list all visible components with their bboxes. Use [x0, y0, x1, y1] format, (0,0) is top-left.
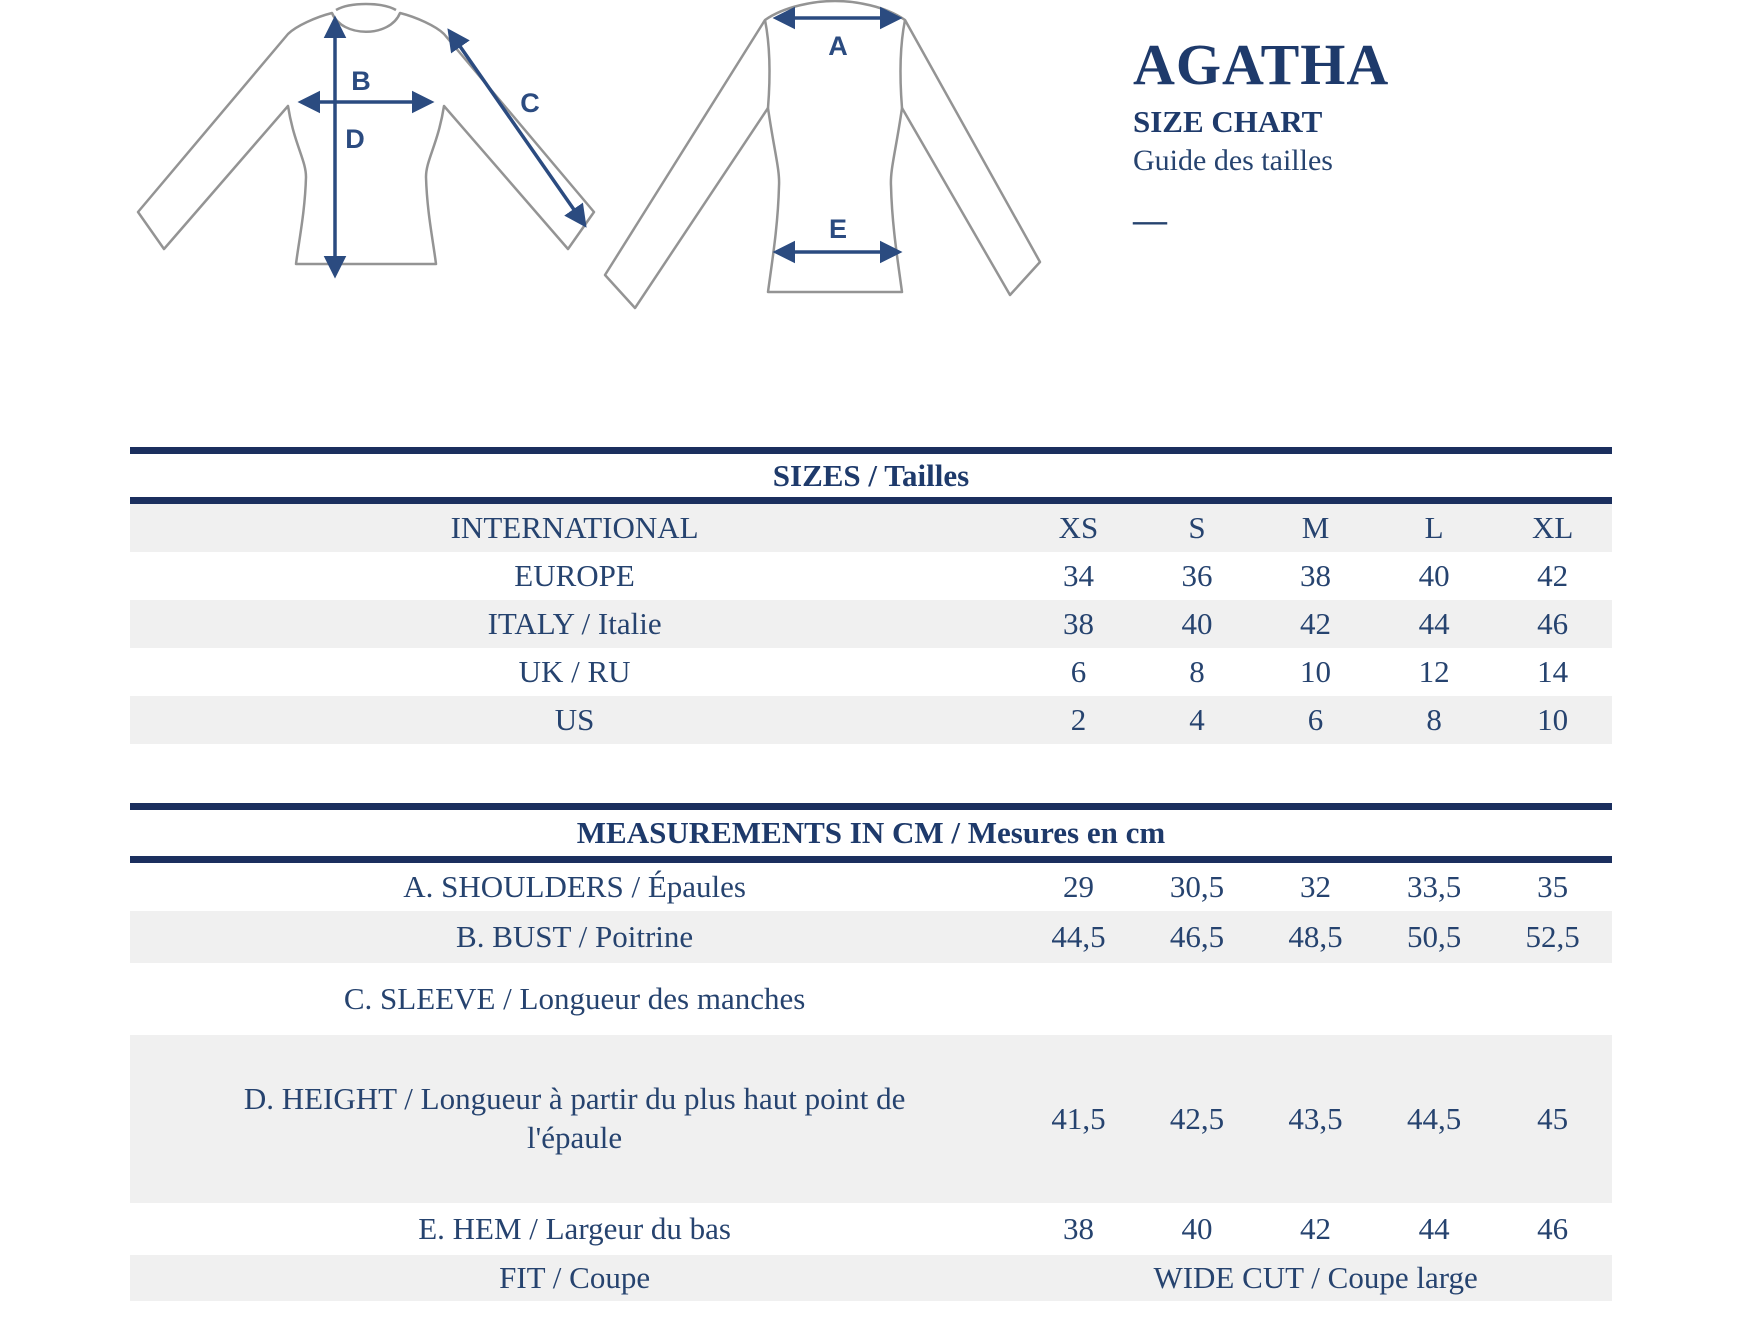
measurements-table-title: MEASUREMENTS IN CM / Mesures en cm	[576, 815, 1166, 850]
table-rule	[130, 856, 1612, 863]
row-label: FIT / Coupe	[499, 1259, 651, 1295]
sizes-row-italy	[130, 600, 1612, 648]
measurement-label-d: D	[345, 124, 365, 154]
measure-cell: 41,5	[1051, 1101, 1106, 1136]
size-cell: 2	[1070, 702, 1087, 737]
measure-cell: 44,5	[1406, 1101, 1462, 1136]
size-cell: 44	[1418, 606, 1450, 641]
row-label: A. SHOULDERS / Épaules	[403, 868, 746, 904]
size-cell: 36	[1181, 558, 1213, 593]
sizes-row-us	[130, 696, 1612, 744]
measure-row-hem	[130, 1203, 1612, 1255]
size-cell: 42	[1537, 558, 1569, 593]
size-chart-heading: SIZE CHART	[1133, 104, 1323, 139]
table-rule	[130, 803, 1612, 810]
measure-row-shoulders	[130, 863, 1612, 911]
row-label: ITALY / Italie	[487, 605, 662, 641]
fit-value: WIDE CUT / Coupe large	[1153, 1260, 1478, 1295]
measure-cell: 42,5	[1169, 1101, 1225, 1136]
garment-front-diagram	[118, 2, 598, 302]
measure-cell: 44	[1418, 1211, 1450, 1246]
row-label	[130, 1080, 1019, 1158]
size-cell: 40	[1418, 558, 1450, 593]
divider-dash: —	[1133, 202, 1167, 239]
measure-cell: 32	[1300, 869, 1332, 904]
row-label: C. SLEEVE / Longueur des manches	[343, 980, 806, 1016]
size-cell: 40	[1181, 606, 1213, 641]
measure-cell: 43,5	[1288, 1101, 1343, 1136]
size-cell: XL	[1531, 510, 1574, 545]
measurement-arrow-hem	[777, 214, 898, 252]
size-cell: 34	[1062, 558, 1094, 593]
size-cell: 12	[1418, 654, 1450, 689]
measurement-label-c: C	[520, 88, 540, 118]
row-label: E. HEM / Largeur du bas	[418, 1210, 731, 1246]
row-label: US	[554, 701, 595, 737]
size-cell: S	[1188, 510, 1206, 545]
measurements-table	[130, 803, 1612, 1301]
measure-cell: 35	[1537, 869, 1569, 904]
measure-cell: 48,5	[1288, 919, 1343, 954]
size-cell: 38	[1062, 606, 1094, 641]
row-label: UK / RU	[518, 653, 631, 689]
measure-row-bust	[130, 911, 1612, 963]
table-rule	[130, 497, 1612, 504]
size-cell: 38	[1300, 558, 1332, 593]
measure-row-fit	[130, 1255, 1612, 1301]
size-chart-heading-fr: Guide des tailles	[1133, 144, 1333, 177]
measurement-arrow-shoulders	[777, 18, 898, 61]
garment-back-outline	[605, 1, 1040, 308]
measure-cell: 45	[1537, 1101, 1569, 1136]
row-label: EUROPE	[514, 557, 635, 593]
size-cell: M	[1301, 510, 1330, 545]
measurement-label-b: B	[351, 66, 371, 96]
sizes-row-europe	[130, 552, 1612, 600]
measure-cell: 50,5	[1406, 919, 1462, 954]
row-label-text: D. HEIGHT / Longueur à partir du plus haut point de l'épaule	[243, 1081, 906, 1155]
measurement-arrow-height	[335, 20, 365, 274]
garment-front-outline	[138, 4, 594, 264]
measure-cell: 29	[1062, 869, 1094, 904]
sizes-row-uk	[130, 648, 1612, 696]
measurement-label-e: E	[828, 214, 848, 244]
product-title: AGATHA	[1133, 32, 1390, 97]
measure-cell: 42	[1300, 1211, 1332, 1246]
sizes-table	[130, 447, 1612, 744]
measure-cell: 33,5	[1406, 869, 1462, 904]
measurement-arrow-bust	[302, 66, 430, 102]
size-cell: L	[1424, 510, 1444, 545]
sizes-table-title: SIZES / Tailles	[772, 458, 970, 493]
measure-cell: 52,5	[1525, 919, 1580, 954]
size-cell: 6	[1070, 654, 1087, 689]
size-cell: 42	[1300, 606, 1332, 641]
measure-cell: 46	[1537, 1211, 1569, 1246]
size-cell: 14	[1537, 654, 1569, 689]
measurement-label-a: A	[828, 31, 848, 61]
row-label: INTERNATIONAL	[450, 509, 699, 545]
size-cell: 10	[1537, 702, 1569, 737]
measure-cell: 46,5	[1169, 919, 1225, 954]
size-cell: 8	[1426, 702, 1442, 737]
measure-cell: 44,5	[1051, 919, 1106, 954]
row-label: B. BUST / Poitrine	[456, 918, 694, 954]
measure-cell: 38	[1062, 1211, 1094, 1246]
size-cell: 8	[1189, 654, 1205, 689]
size-cell: 46	[1537, 606, 1569, 641]
size-cell: XS	[1058, 510, 1099, 545]
title-block	[1133, 34, 1389, 238]
measure-cell: 40	[1181, 1211, 1213, 1246]
measure-row-height	[130, 1035, 1612, 1203]
sizes-row-international	[130, 504, 1612, 552]
table-rule	[130, 447, 1612, 454]
garment-back-diagram	[535, 0, 1080, 312]
size-cell: 4	[1189, 702, 1205, 737]
size-cell: 6	[1307, 702, 1324, 737]
measure-row-sleeve	[130, 963, 1612, 1035]
size-cell: 10	[1300, 654, 1332, 689]
measure-cell: 30,5	[1169, 869, 1225, 904]
